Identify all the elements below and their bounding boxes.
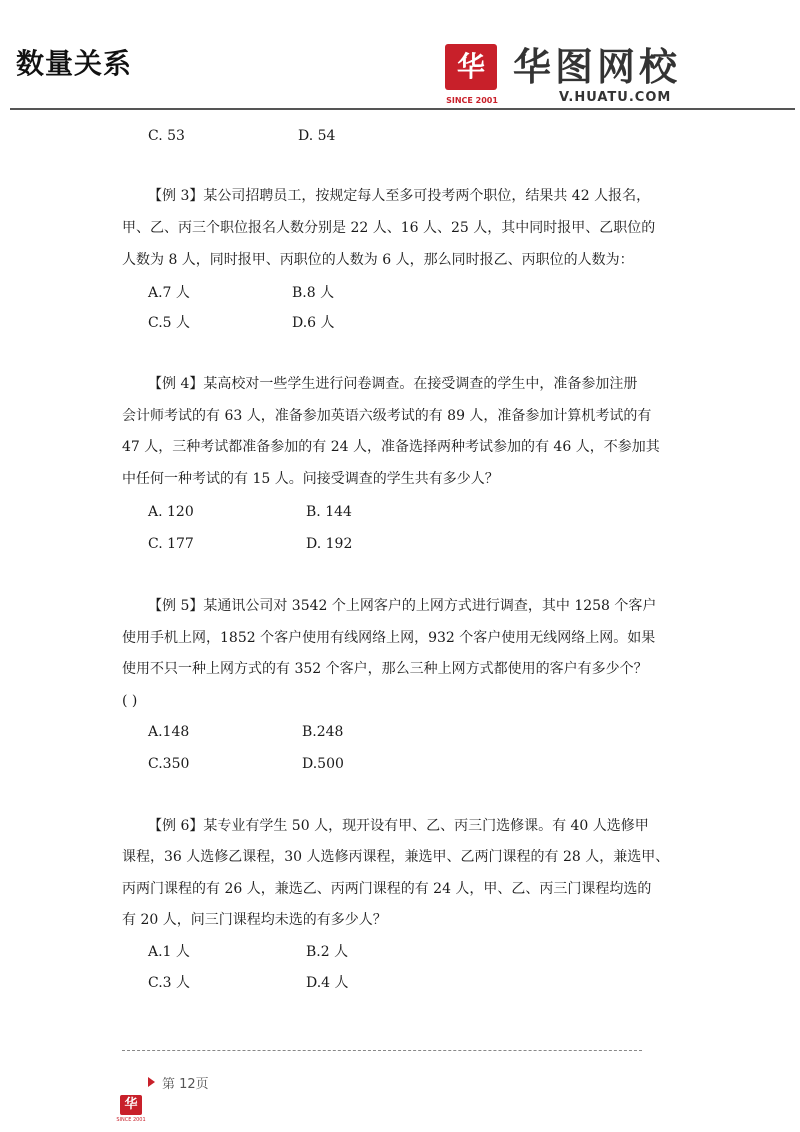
q4-line-4: 中任何一种考试的有 15 人。问接受调查的学生共有多少人？ — [122, 471, 499, 487]
footer-logo-mark: 华 — [120, 1095, 142, 1115]
q4-line-3: 47 人，三种考试都准备参加的有 24 人，准备选择两种考试参加的有 46 人，不参加其 — [122, 439, 660, 455]
q6-line-3: 丙两门课程的有 26 人，兼选乙、丙两门课程的有 24 人，甲、乙、丙三门课程均选的 — [122, 881, 652, 897]
q6-option-d: D.4 人 — [306, 975, 349, 991]
q5-line-1: 【例 5】某通讯公司对 3542 个上网客户的上网方式进行调查，其中 1258 个客户 — [148, 598, 657, 614]
q4-option-b: B. 144 — [306, 504, 352, 520]
huatu-logo — [445, 44, 705, 108]
q6-option-b: B.2 人 — [306, 944, 349, 960]
q4-option-d: D. 192 — [306, 536, 353, 552]
section-title: 数量关系 — [16, 47, 133, 80]
logo-mark: 华 — [445, 44, 497, 90]
q4-option-c: C. 177 — [148, 536, 194, 552]
q4-option-a: A. 120 — [148, 504, 194, 520]
logo-name: 华图网校 — [513, 45, 682, 89]
q3-option-a: A.7 人 — [148, 285, 190, 301]
q6-line-2: 课程，36 人选修乙课程，30 人选修丙课程，兼选甲、乙两门课程的有 28 人，兼选甲、 — [122, 849, 670, 865]
q6-option-c: C.3 人 — [148, 975, 191, 991]
q3-option-b: B.8 人 — [292, 285, 335, 301]
page-arrow-icon — [148, 1077, 155, 1087]
q4-line-2: 会计师考试的有 63 人，准备参加英语六级考试的有 89 人，准备参加计算机考试的有 — [122, 408, 652, 424]
q5-option-d: D.500 — [302, 756, 344, 772]
prev-option-d: D. 54 — [298, 128, 336, 144]
logo-url: V.HUATU.COM — [559, 90, 672, 105]
q5-option-b: B.248 — [302, 724, 344, 740]
q6-line-4: 有 20 人，问三门课程均未选的有多少人？ — [122, 912, 387, 928]
logo-since: SINCE 2001 — [446, 96, 498, 105]
q3-line-1: 【例 3】某公司招聘员工，按规定每人至多可投考两个职位，结果共 42 人报名， — [148, 188, 651, 204]
q5-answer-blank: ( ) — [122, 693, 138, 709]
q5-option-a: A.148 — [148, 724, 190, 740]
q3-line-2: 甲、乙、丙三个职位报名人数分别是 22 人、16 人、25 人，其中同时报甲、乙职位的 — [122, 220, 656, 236]
footer-divider — [122, 1050, 642, 1051]
page-number: 第 12页 — [162, 1077, 209, 1092]
header-divider — [10, 108, 795, 110]
q3-option-d: D.6 人 — [292, 315, 335, 331]
footer-logo-since: SINCE 2001 — [116, 1117, 146, 1123]
q5-line-3: 使用不只一种上网方式的有 352 个客户，那么三种上网方式都使用的客户有多少个？ — [122, 661, 648, 677]
q3-option-c: C.5 人 — [148, 315, 191, 331]
q5-line-2: 使用手机上网，1852 个客户使用有线网络上网，932 个客户使用无线网络上网。如果 — [122, 630, 656, 646]
q5-option-c: C.350 — [148, 756, 190, 772]
q4-line-1: 【例 4】某高校对一些学生进行问卷调查。在接受调查的学生中，准备参加注册 — [148, 376, 638, 392]
q6-option-a: A.1 人 — [148, 944, 190, 960]
q3-line-3: 人数为 8 人，同时报甲、丙职位的人数为 6 人，那么同时报乙、丙职位的人数为： — [122, 252, 634, 268]
q6-line-1: 【例 6】某专业有学生 50 人，现开设有甲、乙、丙三门选修课。有 40 人选修甲 — [148, 818, 649, 834]
prev-option-c: C. 53 — [148, 128, 185, 144]
